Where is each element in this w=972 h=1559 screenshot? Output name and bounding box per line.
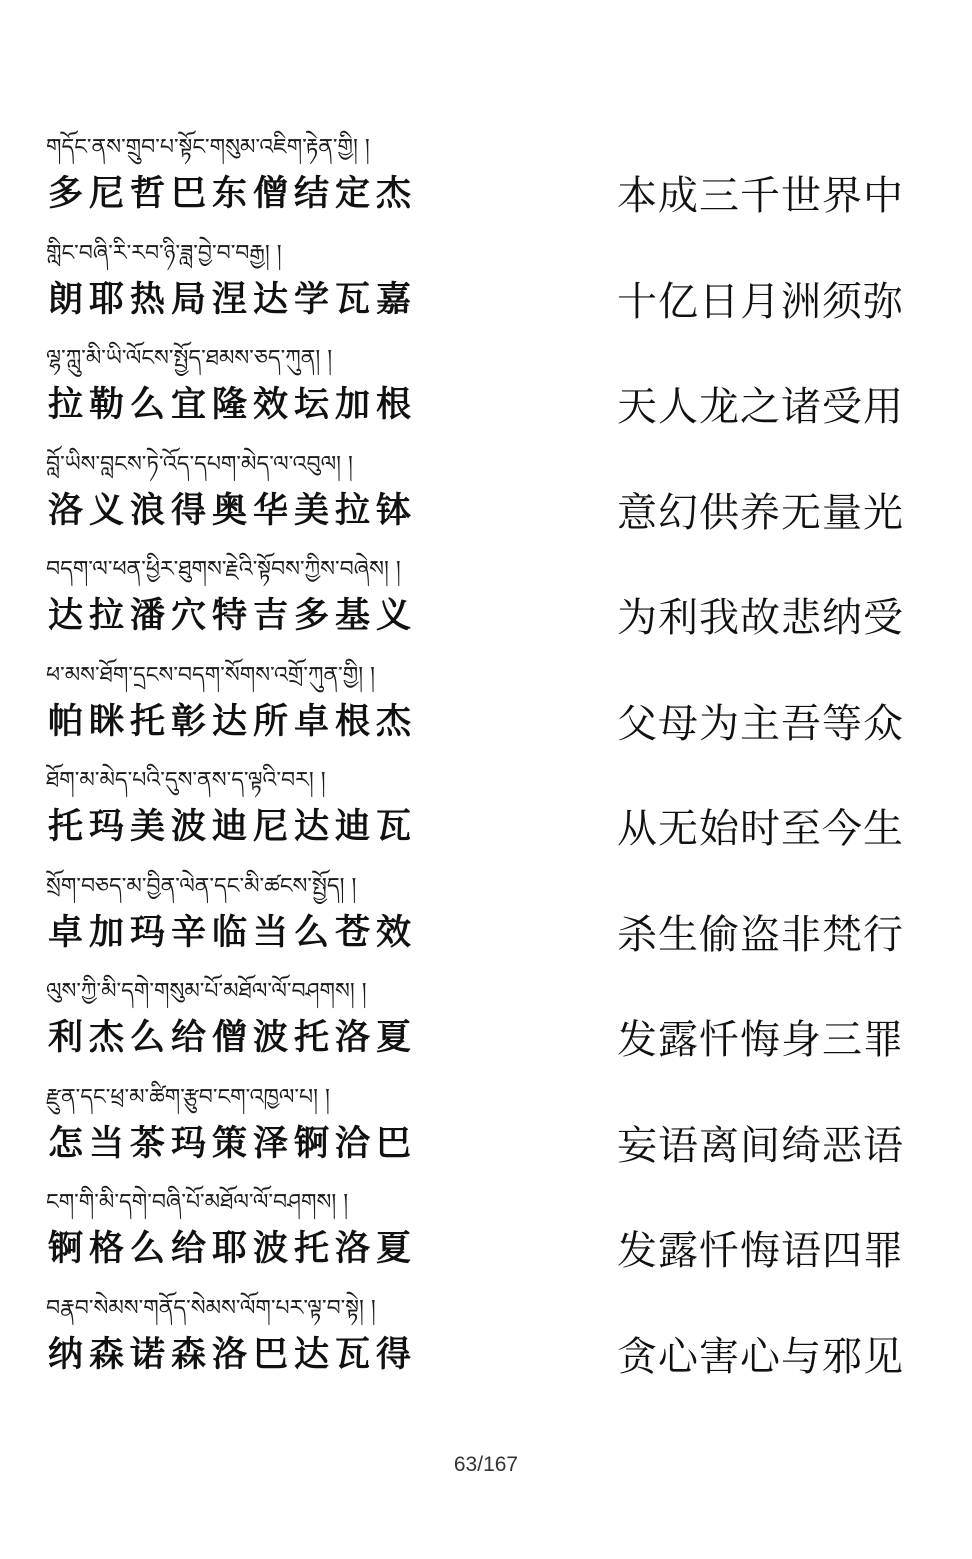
chinese-translation: 杀生偷盗非梵行 [617, 911, 904, 958]
verse-row [0, 234, 972, 340]
tibetan-line: བློ་ཡིས་བླངས་ཏེ་འོད་དཔག་མེད་ལ་འབུལ། ། [46, 451, 353, 477]
verse-row [0, 1078, 972, 1184]
tibetan-line: ངག་གི་མི་དགེ་བཞི་པོ་མཐོལ་ལོ་བཤགས། ། [46, 1190, 349, 1215]
tibetan-line: ལུས་ཀྱི་མི་དགེ་གསུམ་པོ་མཐོལ་ལོ་བཤགས། ། [46, 979, 367, 1004]
transliteration-line: 托玛美波迪尼达迪瓦 [48, 806, 418, 847]
chinese-translation: 天人龙之诸受用 [617, 384, 904, 430]
page-number: 63/167 [453, 1453, 519, 1476]
chinese-translation: 贪心害心与邪见 [617, 1333, 904, 1380]
tibetan-line: བརྣབ་སེམས་གནོད་སེམས་ལོག་པར་ལྟ་བ་སྟེ། ། [46, 1295, 376, 1321]
chinese-translation: 妄语离间绮恶语 [617, 1122, 904, 1169]
verse-row [0, 128, 972, 234]
tibetan-line: རྫུན་དང་ཕྲ་མ་ཚིག་རྩུབ་ངག་འཁྱལ་པ། ། [46, 1084, 330, 1110]
verse-row [0, 972, 972, 1078]
tibetan-line: ཕ་མས་ཐོག་དྲངས་བདག་སོགས་འགྲོ་ཀུན་གྱི། ། [46, 662, 376, 688]
verse-row [0, 1183, 972, 1289]
transliteration-line: 利杰么给僧波托洛夏 [48, 1017, 418, 1058]
transliteration-line: 纳森诺森洛巴达瓦得 [48, 1333, 418, 1375]
chinese-translation: 十亿日月洲须弥 [617, 278, 904, 325]
transliteration-line: 怎当茶玛策泽锕洽巴 [48, 1122, 418, 1164]
chinese-translation: 本成三千世界中 [617, 173, 904, 219]
chinese-translation: 从无始时至今生 [617, 806, 904, 852]
verse-row [0, 656, 972, 762]
transliteration-line: 锕格么给耶波托洛夏 [48, 1228, 418, 1269]
transliteration-line: 多尼哲巴东僧结定杰 [48, 173, 418, 214]
chinese-translation: 发露忏悔身三罪 [617, 1017, 904, 1063]
transliteration-line: 拉勒么宜隆效坛加根 [48, 384, 418, 425]
tibetan-line: བདག་ལ་ཕན་ཕྱིར་ཐུགས་རྗེའི་སྟོབས་ཀྱིས་བཞེས། ། [46, 557, 401, 582]
verse-row [0, 1289, 972, 1395]
transliteration-line: 朗耶热局涅达学瓦嘉 [48, 278, 418, 320]
transliteration-line: 达拉潘穴特吉多基义 [48, 595, 418, 636]
verse-list [0, 128, 972, 1394]
verse-row [0, 867, 972, 973]
verse-row [0, 445, 972, 551]
chinese-translation: 意幻供养无量光 [617, 489, 904, 536]
chinese-translation: 为利我故悲纳受 [617, 595, 904, 641]
transliteration-line: 洛义浪得奥华美拉钵 [48, 489, 418, 531]
chinese-translation: 发露忏悔语四罪 [617, 1228, 904, 1274]
verse-row [0, 550, 972, 656]
tibetan-line: གདོང་ནས་གྲུབ་པ་སྟོང་གསུམ་འཇིག་རྟེན་གྱི། ། [46, 135, 370, 160]
tibetan-line: གླིང་བཞི་རི་རབ་ཉི་ཟླ་བྱེ་བ་བརྒྱ། ། [46, 240, 282, 266]
transliteration-line: 卓加玛辛临当么苍效 [48, 911, 418, 953]
chinese-translation: 父母为主吾等众 [617, 700, 904, 747]
tibetan-line: ཐོག་མ་མེད་པའི་དུས་ནས་ད་ལྟའི་བར། ། [46, 768, 326, 793]
verse-row [0, 339, 972, 445]
verse-row [0, 761, 972, 867]
tibetan-line: ལྷ་ཀླུ་མི་ཡི་ལོངས་སྤྱོད་ཐམས་ཅད་ཀུན། ། [46, 346, 333, 371]
tibetan-line: སྲོག་བཅད་མ་བྱིན་ལེན་དང་མི་ཚངས་སྤྱོད། ། [46, 873, 357, 899]
transliteration-line: 帕眯托彰达所卓根杰 [48, 700, 418, 742]
